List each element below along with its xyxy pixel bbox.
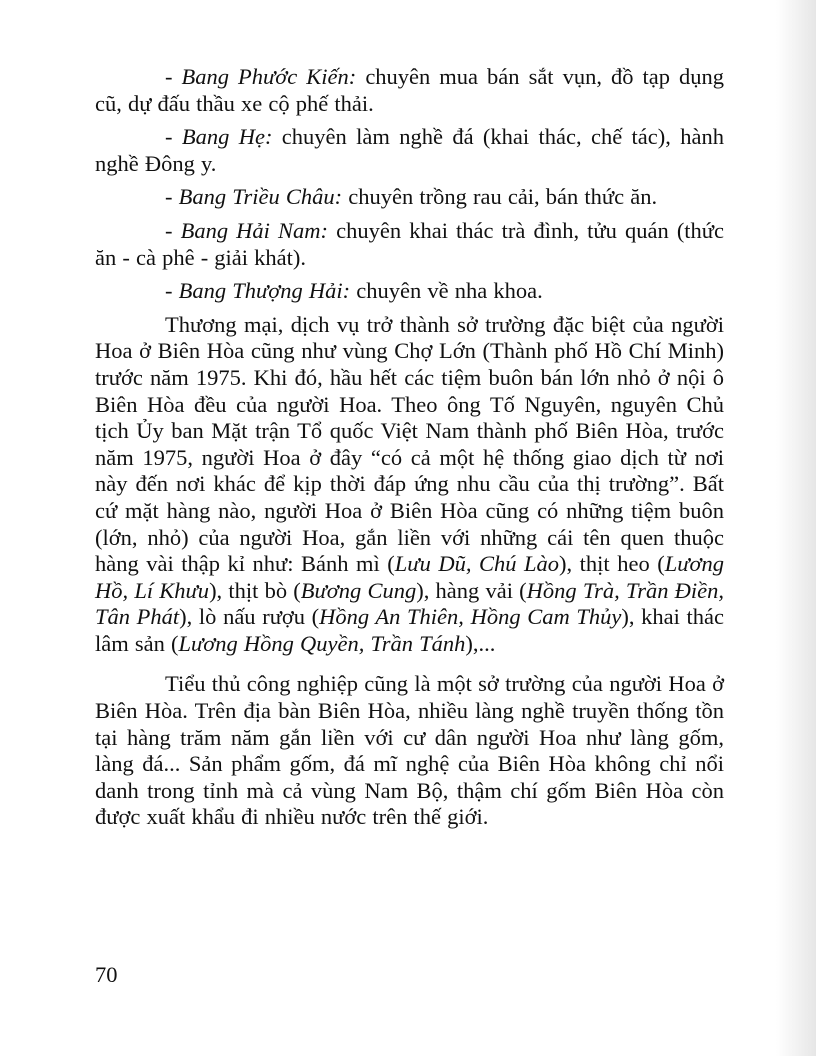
paragraph-commerce — [95, 312, 724, 658]
list-item — [95, 124, 724, 177]
bang-description: chuyên về nha khoa. — [350, 278, 543, 304]
shop-names: Hồng An Thiên, Hồng Cam Thủy — [319, 604, 622, 630]
text-run: ), lò nấu rượu ( — [179, 604, 320, 630]
bang-name: - Bang Phước Kiến: — [165, 64, 357, 89]
bang-description: chuyên làm nghề đá (khai thác, chế tác), hành nghề Đông y. — [95, 124, 724, 176]
text-run: ), thịt heo ( — [559, 551, 665, 577]
list-item — [95, 64, 724, 117]
bang-description: chuyên mua bán sắt vụn, đồ tạp dụng cũ, dự đấu thầu xe cộ phế thải. — [95, 64, 724, 116]
bang-description: chuyên khai thác trà đình, tửu quán (thức ăn - cà phê - giải khát). — [95, 217, 724, 270]
list-item — [95, 218, 724, 271]
page-edge-shadow — [776, 0, 816, 1056]
shop-names: Bương Cung — [300, 577, 417, 603]
text-run: ), thịt bò ( — [209, 577, 301, 603]
bang-name: - Bang Hẹ: — [165, 124, 273, 150]
bang-name: - Bang Thượng Hải: — [165, 278, 351, 304]
text-run: ), khai thác lâm sản ( — [95, 604, 724, 656]
text-run: Thương mại, dịch vụ trở thành sở trường đặc biệt của người Hoa ở Biên Hòa cũng như vùng Chợ Lớn (Thành phố Hồ Chí Minh) trước năm 1975. Khi đó, hầu hết các tiệm buôn bán lớn nhỏ ở nội ô Biên Hòa đều của người Hoa. Theo ông Tố Nguyên, nguyên Chủ tịch Ủy ban Mặt trận Tổ quốc Việt Nam thành phố Biên Hòa, trước năm 1975, người Hoa ở đây “có cả một hệ thống giao dịch từ nơi này đến nơi khác để kịp thời đáp ứng nhu cầu của thị trường”. Bất cứ mặt hàng nào, người Hoa ở Biên Hòa cũng có những tiệm buôn (lớn, nhỏ) của người Hoa, gắn liền với những cái tên quen thuộc hàng vài thập kỉ như: Bánh mì ( — [95, 311, 724, 577]
paragraph-handicraft: Tiểu thủ công nghiệp cũng là một sở trường của người Hoa ở Biên Hòa. Trên địa bàn Biên Hòa, nhiều làng nghề truyền thống tồn tại hàng trăm năm gắn liền với cư dân người Hoa như làng gốm, làng đá... Sản phẩm gốm, đá mĩ nghệ của Biên Hòa không chỉ nổi danh trong tỉnh mà cả vùng Nam Bộ, thậm chí gốm Biên Hòa còn được xuất khẩu đi nhiều nước trên thế giới. — [95, 671, 724, 830]
list-item — [95, 184, 724, 211]
shop-names: Lương Hồ, Lí Khưu — [95, 551, 725, 603]
shop-names: Hồng Trà, Trần Điền, Tân Phát — [95, 577, 725, 630]
bang-name: - Bang Hải Nam: — [165, 217, 329, 243]
bang-description: chuyên trồng rau cải, bán thức ăn. — [342, 184, 658, 210]
bang-name: - Bang Triều Châu: — [165, 184, 343, 210]
shop-names: Lương Hồng Quyền, Trần Tánh — [178, 630, 466, 656]
shop-names: Lưu Dũ, Chú Lào — [394, 551, 560, 577]
text-run: ), hàng vải ( — [416, 577, 527, 603]
list-item — [95, 278, 724, 305]
page-number: 70 — [95, 962, 118, 987]
text-run: ),... — [465, 630, 496, 656]
